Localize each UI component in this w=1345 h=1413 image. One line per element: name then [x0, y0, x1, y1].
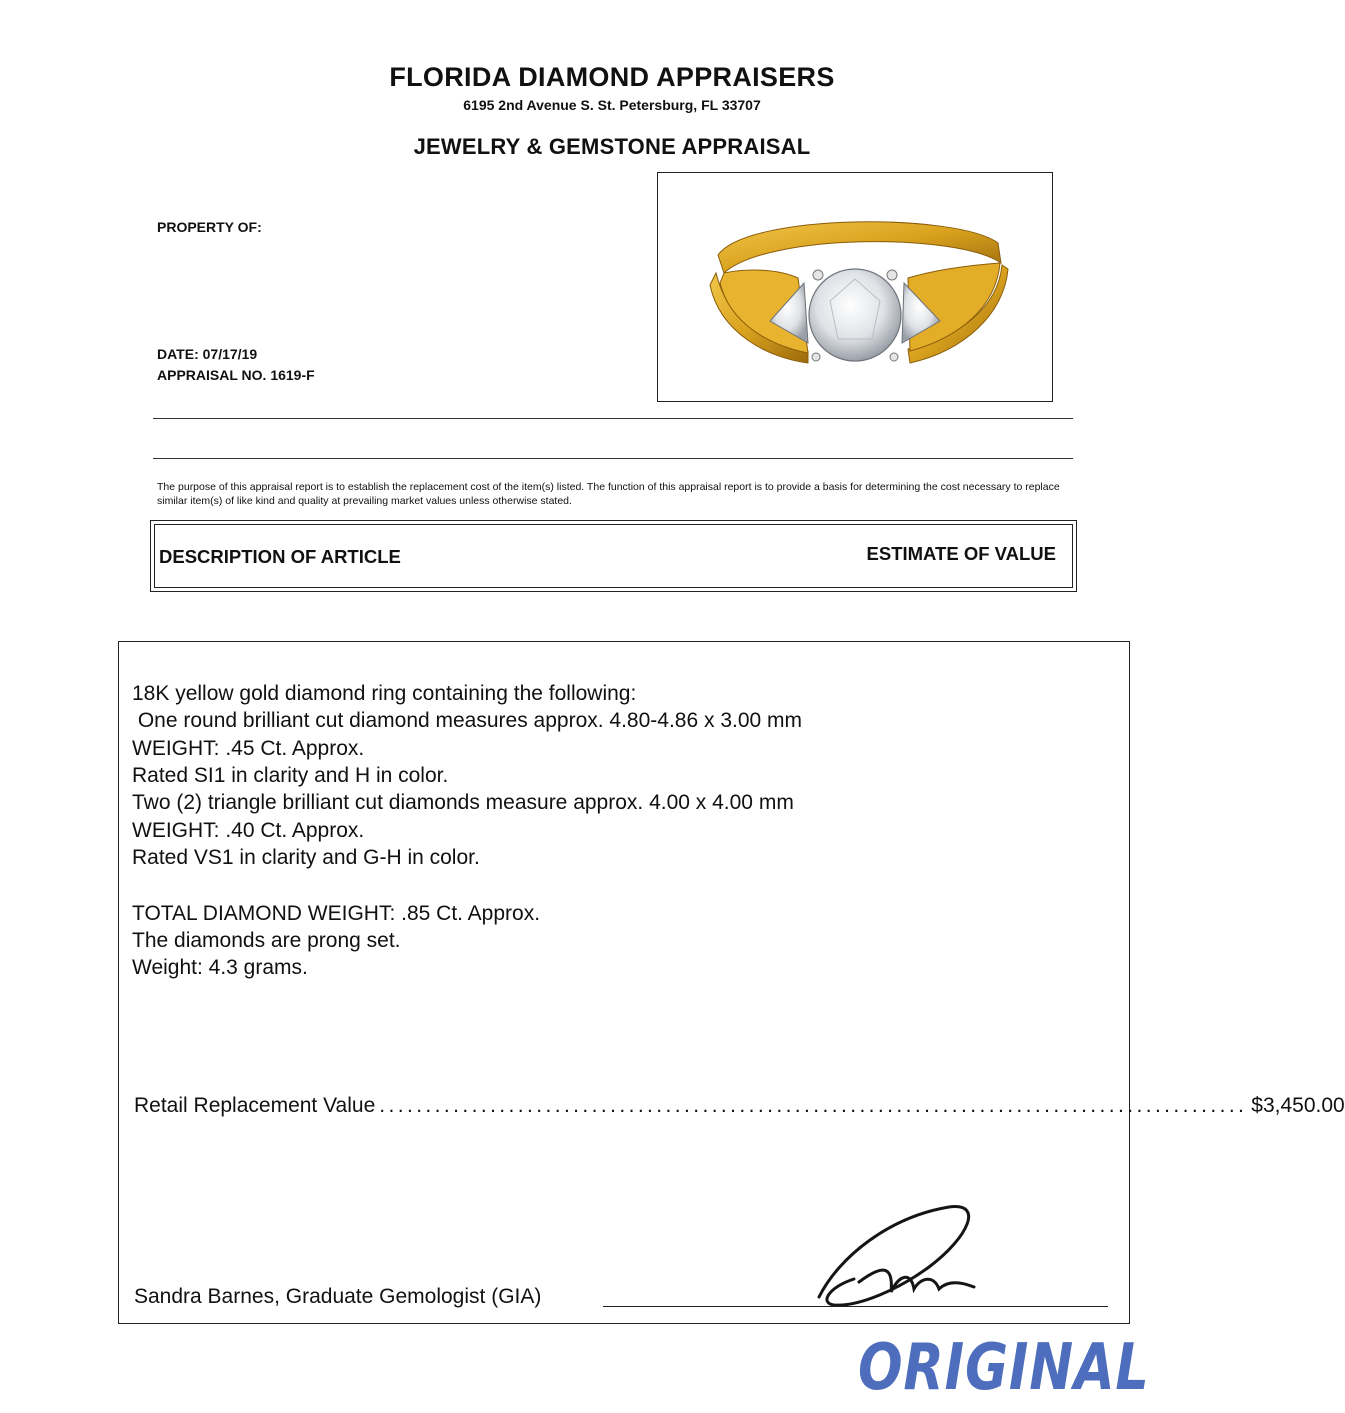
description-of-article-heading: DESCRIPTION OF ARTICLE — [159, 546, 401, 567]
description-line: WEIGHT: .45 Ct. Approx. — [132, 737, 365, 760]
table-header-inner-frame — [154, 524, 1073, 588]
replacement-value-label: Retail Replacement Value — [134, 1094, 376, 1117]
description-line: Two (2) triangle brilliant cut diamonds measure approx. 4.00 x 4.00 mm — [132, 791, 794, 814]
company-name: FLORIDA DIAMOND APPRAISERS — [389, 62, 835, 92]
replacement-value-row — [134, 1094, 1345, 1122]
document-title: JEWELRY & GEMSTONE APPRAISAL — [413, 134, 811, 159]
ring-photo — [657, 172, 1053, 402]
table-header-box — [150, 520, 1077, 592]
description-line: WEIGHT: .40 Ct. Approx. — [132, 819, 365, 842]
dot-leader: .............................................................................................. — [379, 1094, 1248, 1117]
total-weight-line: TOTAL DIAMOND WEIGHT: .85 Ct. Approx. — [132, 902, 541, 925]
signature-line — [603, 1306, 1108, 1307]
replacement-value-amount: $3,450.00 — [1251, 1094, 1345, 1117]
divider-line-1 — [153, 418, 1073, 419]
appraisal-date: DATE: 07/17/19 — [157, 346, 258, 362]
purpose-statement: The purpose of this appraisal report is to establish the replacement cost of the item(s) listed. The function of this appraisal report is to provide a basis for determining the cost necessary to replace similar item(s) of like kind and quality at prevailing market values unless otherwise stated. — [157, 481, 1060, 507]
metal-weight-line: Weight: 4.3 grams. — [132, 956, 308, 979]
description-line: Rated VS1 in clarity and G-H in color. — [132, 846, 480, 869]
company-address: 6195 2nd Avenue S. St. Petersburg, FL 33707 — [463, 97, 761, 113]
estimate-of-value-heading: ESTIMATE OF VALUE — [866, 543, 1056, 564]
description-box — [118, 641, 1345, 1324]
signer-name: Sandra Barnes, Graduate Gemologist (GIA) — [134, 1285, 542, 1308]
property-of-label: PROPERTY OF: — [157, 219, 262, 235]
description-line: One round brilliant cut diamond measures approx. 4.80-4.86 x 3.00 mm — [132, 709, 803, 732]
divider-line-2 — [153, 458, 1073, 459]
appraisal-number: APPRAISAL NO. 1619-F — [157, 367, 315, 383]
original-stamp: ORIGINAL — [858, 1331, 1150, 1405]
signature-graphic — [799, 1197, 999, 1317]
setting-line: The diamonds are prong set. — [132, 929, 401, 952]
description-line: Rated SI1 in clarity and H in color. — [132, 764, 449, 787]
description-line: 18K yellow gold diamond ring containing the following: — [132, 682, 637, 705]
ring-image — [658, 173, 1051, 400]
